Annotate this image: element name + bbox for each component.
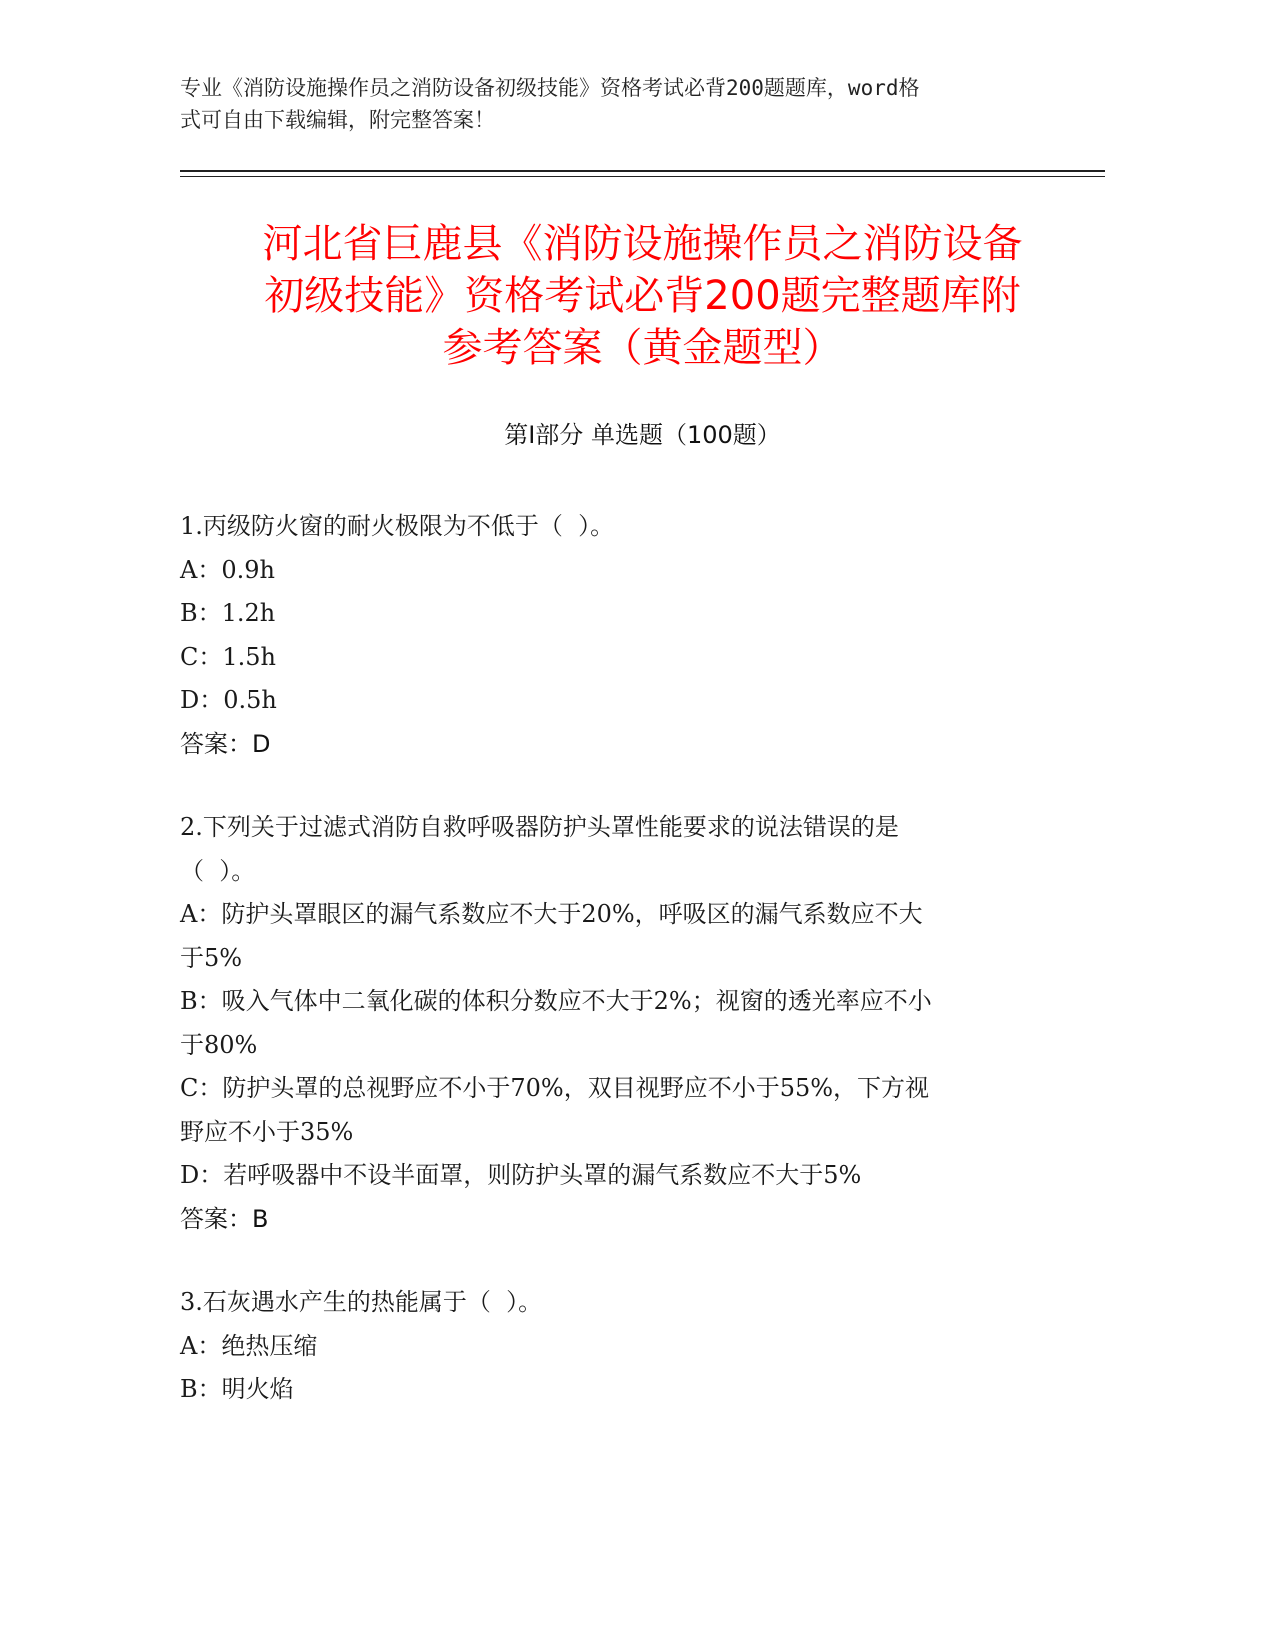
option-a-continued: 于5%: [180, 943, 243, 972]
header-note-line-1: 专业《消防设施操作员之消防设备初级技能》资格考试必背200题题库，word格: [180, 76, 920, 100]
option-c-continued: 野应不小于35%: [180, 1117, 354, 1146]
option-a: A：防护头罩眼区的漏气系数应不大于20%，呼吸区的漏气系数应不大: [180, 900, 923, 928]
option-b: B：1.2h: [180, 599, 276, 627]
title-line-1: 河北省巨鹿县《消防设施操作员之消防设备: [262, 221, 1023, 267]
option-c: C：防护头罩的总视野应不小于70%，双目视野应不小于55%，下方视: [180, 1074, 930, 1102]
option-d: D：0.5h: [180, 686, 277, 714]
question-stem-continued: （ ）。: [180, 856, 256, 885]
option-d: D：若呼吸器中不设半面罩，则防护头罩的漏气系数应不大于5%: [180, 1161, 862, 1189]
header-divider-thick: [180, 170, 1105, 172]
option-a: A：0.9h: [180, 555, 275, 584]
document-header-note: [180, 72, 1060, 136]
question-stem: 3.石灰遇水产生的热能属于（ ）。: [180, 1288, 543, 1316]
question-stem: 2.下列关于过滤式消防自救呼吸器防护头罩性能要求的说法错误的是: [180, 813, 899, 841]
answer-key: 答案：D: [180, 729, 271, 758]
option-b: B：吸入气体中二氧化碳的体积分数应不大于2%；视窗的透光率应不小: [180, 987, 932, 1015]
question-list: [180, 505, 1040, 1452]
title-line-3: 参考答案（黄金题型）: [442, 325, 843, 371]
title-line-2: 初级技能》资格考试必背200题完整题库附: [264, 273, 1021, 319]
question-2: [180, 806, 1040, 1241]
document-title: [180, 218, 1105, 374]
option-a: A：绝热压缩: [180, 1331, 318, 1360]
option-b-continued: 于80%: [180, 1030, 258, 1059]
header-note-line-2: 式可自由下载编辑，附完整答案！: [180, 108, 495, 132]
question-1: [180, 505, 1040, 766]
question-stem: 1.丙级防火窗的耐火极限为不低于（ ）。: [180, 512, 615, 540]
option-b: B：明火焰: [180, 1375, 294, 1403]
option-c: C：1.5h: [180, 642, 276, 671]
question-3: [180, 1281, 1040, 1412]
header-divider-thin: [180, 176, 1105, 177]
answer-key: 答案：B: [180, 1204, 269, 1233]
section-heading: 第Ⅰ部分 单选题（100题）: [504, 421, 781, 449]
